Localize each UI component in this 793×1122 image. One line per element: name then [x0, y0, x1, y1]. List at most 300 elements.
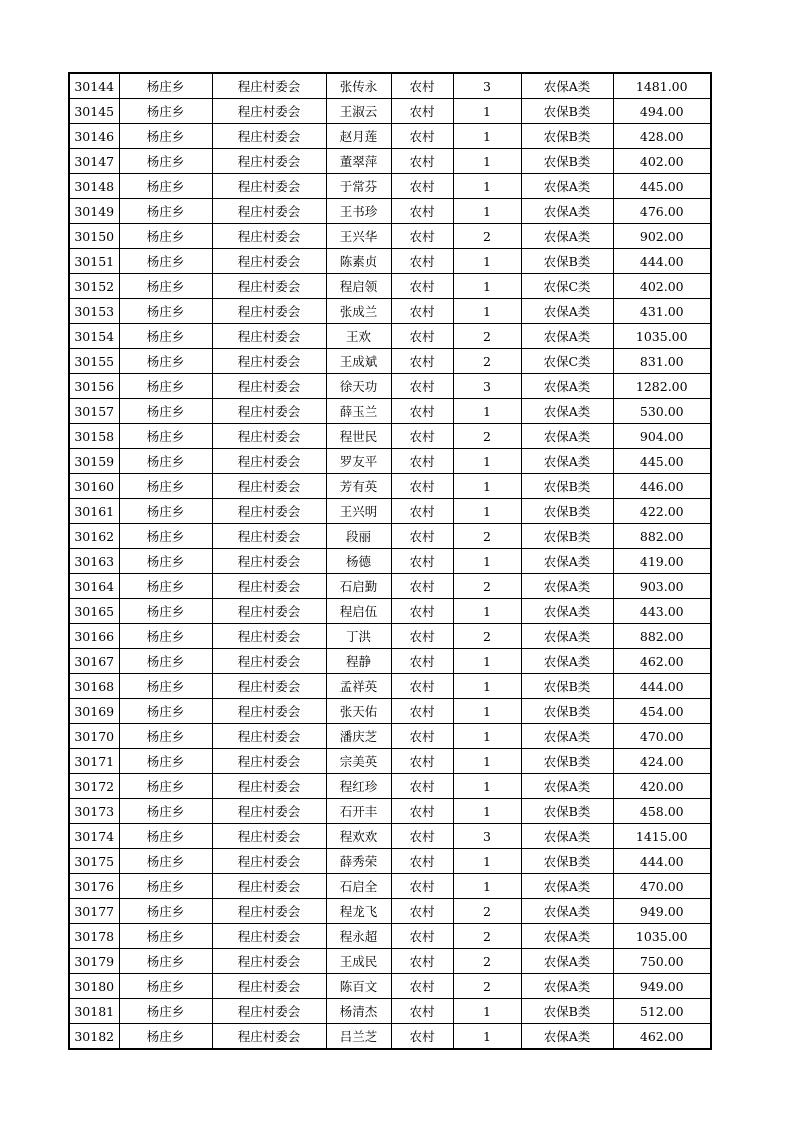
count-cell: 1	[453, 399, 521, 424]
amount-cell: 476.00	[613, 199, 711, 224]
table-row	[69, 349, 711, 374]
id-cell: 30179	[69, 949, 119, 974]
name-cell: 程龙飞	[326, 899, 391, 924]
id-cell: 30149	[69, 199, 119, 224]
amount-cell: 458.00	[613, 799, 711, 824]
village-cell: 程庄村委会	[212, 999, 326, 1024]
name-cell: 罗友平	[326, 449, 391, 474]
name-cell: 张天佑	[326, 699, 391, 724]
township-cell: 杨庄乡	[119, 949, 212, 974]
data-table	[68, 72, 712, 1050]
table-row	[69, 174, 711, 199]
township-cell: 杨庄乡	[119, 399, 212, 424]
area-type-cell: 农村	[391, 999, 453, 1024]
category-cell: 农保A类	[521, 824, 613, 849]
area-type-cell: 农村	[391, 349, 453, 374]
township-cell: 杨庄乡	[119, 149, 212, 174]
id-cell: 30178	[69, 924, 119, 949]
amount-cell: 402.00	[613, 149, 711, 174]
category-cell: 农保A类	[521, 449, 613, 474]
township-cell: 杨庄乡	[119, 174, 212, 199]
village-cell: 程庄村委会	[212, 474, 326, 499]
table-row	[69, 324, 711, 349]
count-cell: 1	[453, 1024, 521, 1050]
id-cell: 30159	[69, 449, 119, 474]
township-cell: 杨庄乡	[119, 549, 212, 574]
area-type-cell: 农村	[391, 899, 453, 924]
count-cell: 1	[453, 199, 521, 224]
amount-cell: 470.00	[613, 724, 711, 749]
id-cell: 30161	[69, 499, 119, 524]
table-row	[69, 549, 711, 574]
township-cell: 杨庄乡	[119, 1024, 212, 1050]
village-cell: 程庄村委会	[212, 524, 326, 549]
village-cell: 程庄村委会	[212, 299, 326, 324]
table-row	[69, 749, 711, 774]
village-cell: 程庄村委会	[212, 374, 326, 399]
area-type-cell: 农村	[391, 324, 453, 349]
id-cell: 30153	[69, 299, 119, 324]
category-cell: 农保C类	[521, 349, 613, 374]
id-cell: 30157	[69, 399, 119, 424]
id-cell: 30181	[69, 999, 119, 1024]
table-row	[69, 599, 711, 624]
category-cell: 农保B类	[521, 999, 613, 1024]
area-type-cell: 农村	[391, 974, 453, 999]
name-cell: 陈百文	[326, 974, 391, 999]
village-cell: 程庄村委会	[212, 774, 326, 799]
table-row	[69, 724, 711, 749]
township-cell: 杨庄乡	[119, 774, 212, 799]
category-cell: 农保B类	[521, 674, 613, 699]
village-cell: 程庄村委会	[212, 899, 326, 924]
village-cell: 程庄村委会	[212, 1024, 326, 1050]
name-cell: 程静	[326, 649, 391, 674]
name-cell: 王成斌	[326, 349, 391, 374]
id-cell: 30144	[69, 73, 119, 99]
id-cell: 30171	[69, 749, 119, 774]
category-cell: 农保A类	[521, 724, 613, 749]
amount-cell: 1035.00	[613, 324, 711, 349]
count-cell: 1	[453, 449, 521, 474]
count-cell: 1	[453, 999, 521, 1024]
village-cell: 程庄村委会	[212, 599, 326, 624]
id-cell: 30174	[69, 824, 119, 849]
table-row	[69, 674, 711, 699]
category-cell: 农保A类	[521, 574, 613, 599]
area-type-cell: 农村	[391, 599, 453, 624]
count-cell: 1	[453, 299, 521, 324]
table-row	[69, 399, 711, 424]
count-cell: 1	[453, 724, 521, 749]
category-cell: 农保A类	[521, 399, 613, 424]
count-cell: 2	[453, 924, 521, 949]
category-cell: 农保B类	[521, 799, 613, 824]
count-cell: 1	[453, 249, 521, 274]
table-row	[69, 949, 711, 974]
area-type-cell: 农村	[391, 824, 453, 849]
township-cell: 杨庄乡	[119, 924, 212, 949]
count-cell: 3	[453, 374, 521, 399]
table-row	[69, 274, 711, 299]
category-cell: 农保A类	[521, 299, 613, 324]
township-cell: 杨庄乡	[119, 899, 212, 924]
id-cell: 30166	[69, 624, 119, 649]
name-cell: 石启勤	[326, 574, 391, 599]
category-cell: 农保A类	[521, 774, 613, 799]
table-row	[69, 149, 711, 174]
table-row	[69, 124, 711, 149]
table-row	[69, 1024, 711, 1050]
township-cell: 杨庄乡	[119, 424, 212, 449]
area-type-cell: 农村	[391, 149, 453, 174]
table-row	[69, 199, 711, 224]
area-type-cell: 农村	[391, 624, 453, 649]
township-cell: 杨庄乡	[119, 124, 212, 149]
township-cell: 杨庄乡	[119, 374, 212, 399]
township-cell: 杨庄乡	[119, 73, 212, 99]
village-cell: 程庄村委会	[212, 549, 326, 574]
amount-cell: 882.00	[613, 524, 711, 549]
id-cell: 30148	[69, 174, 119, 199]
name-cell: 芳有英	[326, 474, 391, 499]
township-cell: 杨庄乡	[119, 449, 212, 474]
id-cell: 30152	[69, 274, 119, 299]
name-cell: 段丽	[326, 524, 391, 549]
village-cell: 程庄村委会	[212, 699, 326, 724]
amount-cell: 750.00	[613, 949, 711, 974]
category-cell: 农保A类	[521, 599, 613, 624]
area-type-cell: 农村	[391, 524, 453, 549]
amount-cell: 446.00	[613, 474, 711, 499]
name-cell: 张传永	[326, 73, 391, 99]
table-row	[69, 774, 711, 799]
count-cell: 2	[453, 624, 521, 649]
category-cell: 农保A类	[521, 649, 613, 674]
name-cell: 徐天功	[326, 374, 391, 399]
count-cell: 1	[453, 124, 521, 149]
area-type-cell: 农村	[391, 799, 453, 824]
village-cell: 程庄村委会	[212, 949, 326, 974]
name-cell: 于常芬	[326, 174, 391, 199]
name-cell: 丁洪	[326, 624, 391, 649]
amount-cell: 831.00	[613, 349, 711, 374]
category-cell: 农保B类	[521, 524, 613, 549]
id-cell: 30156	[69, 374, 119, 399]
village-cell: 程庄村委会	[212, 849, 326, 874]
village-cell: 程庄村委会	[212, 224, 326, 249]
count-cell: 1	[453, 649, 521, 674]
id-cell: 30146	[69, 124, 119, 149]
amount-cell: 431.00	[613, 299, 711, 324]
id-cell: 30176	[69, 874, 119, 899]
id-cell: 30180	[69, 974, 119, 999]
township-cell: 杨庄乡	[119, 524, 212, 549]
amount-cell: 470.00	[613, 874, 711, 899]
area-type-cell: 农村	[391, 274, 453, 299]
area-type-cell: 农村	[391, 774, 453, 799]
township-cell: 杨庄乡	[119, 824, 212, 849]
amount-cell: 882.00	[613, 624, 711, 649]
township-cell: 杨庄乡	[119, 349, 212, 374]
id-cell: 30173	[69, 799, 119, 824]
amount-cell: 462.00	[613, 649, 711, 674]
township-cell: 杨庄乡	[119, 574, 212, 599]
count-cell: 2	[453, 349, 521, 374]
count-cell: 1	[453, 274, 521, 299]
amount-cell: 462.00	[613, 1024, 711, 1050]
amount-cell: 424.00	[613, 749, 711, 774]
amount-cell: 949.00	[613, 899, 711, 924]
name-cell: 程欢欢	[326, 824, 391, 849]
count-cell: 1	[453, 799, 521, 824]
table-row	[69, 99, 711, 124]
count-cell: 2	[453, 424, 521, 449]
township-cell: 杨庄乡	[119, 799, 212, 824]
village-cell: 程庄村委会	[212, 799, 326, 824]
category-cell: 农保A类	[521, 374, 613, 399]
id-cell: 30154	[69, 324, 119, 349]
amount-cell: 949.00	[613, 974, 711, 999]
category-cell: 农保A类	[521, 424, 613, 449]
count-cell: 2	[453, 324, 521, 349]
table-row	[69, 224, 711, 249]
count-cell: 2	[453, 224, 521, 249]
count-cell: 1	[453, 499, 521, 524]
area-type-cell: 农村	[391, 499, 453, 524]
count-cell: 2	[453, 899, 521, 924]
category-cell: 农保A类	[521, 199, 613, 224]
amount-cell: 444.00	[613, 674, 711, 699]
village-cell: 程庄村委会	[212, 724, 326, 749]
count-cell: 2	[453, 974, 521, 999]
name-cell: 王成民	[326, 949, 391, 974]
count-cell: 1	[453, 549, 521, 574]
township-cell: 杨庄乡	[119, 874, 212, 899]
amount-cell: 445.00	[613, 174, 711, 199]
area-type-cell: 农村	[391, 299, 453, 324]
village-cell: 程庄村委会	[212, 499, 326, 524]
township-cell: 杨庄乡	[119, 299, 212, 324]
id-cell: 30162	[69, 524, 119, 549]
area-type-cell: 农村	[391, 674, 453, 699]
village-cell: 程庄村委会	[212, 649, 326, 674]
area-type-cell: 农村	[391, 199, 453, 224]
id-cell: 30177	[69, 899, 119, 924]
table-row	[69, 974, 711, 999]
village-cell: 程庄村委会	[212, 749, 326, 774]
table-row	[69, 649, 711, 674]
village-cell: 程庄村委会	[212, 924, 326, 949]
category-cell: 农保A类	[521, 73, 613, 99]
amount-cell: 902.00	[613, 224, 711, 249]
amount-cell: 904.00	[613, 424, 711, 449]
id-cell: 30182	[69, 1024, 119, 1050]
village-cell: 程庄村委会	[212, 274, 326, 299]
table-row	[69, 299, 711, 324]
category-cell: 农保B类	[521, 249, 613, 274]
township-cell: 杨庄乡	[119, 849, 212, 874]
category-cell: 农保A类	[521, 949, 613, 974]
area-type-cell: 农村	[391, 874, 453, 899]
table-row	[69, 699, 711, 724]
count-cell: 1	[453, 699, 521, 724]
category-cell: 农保B类	[521, 749, 613, 774]
id-cell: 30164	[69, 574, 119, 599]
table-row	[69, 374, 711, 399]
village-cell: 程庄村委会	[212, 174, 326, 199]
count-cell: 1	[453, 149, 521, 174]
amount-cell: 454.00	[613, 699, 711, 724]
area-type-cell: 农村	[391, 249, 453, 274]
table-body	[69, 73, 711, 1049]
area-type-cell: 农村	[391, 574, 453, 599]
area-type-cell: 农村	[391, 849, 453, 874]
amount-cell: 1481.00	[613, 73, 711, 99]
id-cell: 30158	[69, 424, 119, 449]
township-cell: 杨庄乡	[119, 599, 212, 624]
category-cell: 农保A类	[521, 924, 613, 949]
category-cell: 农保B类	[521, 124, 613, 149]
township-cell: 杨庄乡	[119, 699, 212, 724]
township-cell: 杨庄乡	[119, 274, 212, 299]
id-cell: 30151	[69, 249, 119, 274]
name-cell: 石启全	[326, 874, 391, 899]
name-cell: 杨清杰	[326, 999, 391, 1024]
id-cell: 30165	[69, 599, 119, 624]
village-cell: 程庄村委会	[212, 249, 326, 274]
amount-cell: 422.00	[613, 499, 711, 524]
category-cell: 农保A类	[521, 899, 613, 924]
count-cell: 1	[453, 174, 521, 199]
village-cell: 程庄村委会	[212, 399, 326, 424]
table-row	[69, 574, 711, 599]
name-cell: 王兴明	[326, 499, 391, 524]
area-type-cell: 农村	[391, 399, 453, 424]
table-row	[69, 799, 711, 824]
village-cell: 程庄村委会	[212, 449, 326, 474]
name-cell: 程启领	[326, 274, 391, 299]
id-cell: 30168	[69, 674, 119, 699]
id-cell: 30170	[69, 724, 119, 749]
name-cell: 潘庆芝	[326, 724, 391, 749]
category-cell: 农保A类	[521, 324, 613, 349]
count-cell: 1	[453, 774, 521, 799]
amount-cell: 445.00	[613, 449, 711, 474]
area-type-cell: 农村	[391, 374, 453, 399]
table-row	[69, 249, 711, 274]
category-cell: 农保A类	[521, 174, 613, 199]
township-cell: 杨庄乡	[119, 499, 212, 524]
village-cell: 程庄村委会	[212, 974, 326, 999]
count-cell: 2	[453, 574, 521, 599]
name-cell: 吕兰芝	[326, 1024, 391, 1050]
amount-cell: 428.00	[613, 124, 711, 149]
area-type-cell: 农村	[391, 1024, 453, 1050]
count-cell: 2	[453, 949, 521, 974]
township-cell: 杨庄乡	[119, 99, 212, 124]
village-cell: 程庄村委会	[212, 149, 326, 174]
township-cell: 杨庄乡	[119, 724, 212, 749]
amount-cell: 402.00	[613, 274, 711, 299]
id-cell: 30145	[69, 99, 119, 124]
amount-cell: 903.00	[613, 574, 711, 599]
area-type-cell: 农村	[391, 749, 453, 774]
area-type-cell: 农村	[391, 224, 453, 249]
count-cell: 2	[453, 524, 521, 549]
category-cell: 农保A类	[521, 974, 613, 999]
category-cell: 农保A类	[521, 549, 613, 574]
category-cell: 农保B类	[521, 149, 613, 174]
category-cell: 农保B类	[521, 474, 613, 499]
township-cell: 杨庄乡	[119, 674, 212, 699]
village-cell: 程庄村委会	[212, 99, 326, 124]
category-cell: 农保B类	[521, 499, 613, 524]
table-row	[69, 474, 711, 499]
area-type-cell: 农村	[391, 474, 453, 499]
name-cell: 王欢	[326, 324, 391, 349]
area-type-cell: 农村	[391, 449, 453, 474]
table-row	[69, 73, 711, 99]
name-cell: 王兴华	[326, 224, 391, 249]
category-cell: 农保A类	[521, 224, 613, 249]
category-cell: 农保B类	[521, 699, 613, 724]
name-cell: 程启伍	[326, 599, 391, 624]
id-cell: 30150	[69, 224, 119, 249]
amount-cell: 1282.00	[613, 374, 711, 399]
area-type-cell: 农村	[391, 174, 453, 199]
count-cell: 3	[453, 73, 521, 99]
id-cell: 30147	[69, 149, 119, 174]
name-cell: 石开丰	[326, 799, 391, 824]
table-row	[69, 524, 711, 549]
township-cell: 杨庄乡	[119, 474, 212, 499]
count-cell: 1	[453, 599, 521, 624]
area-type-cell: 农村	[391, 99, 453, 124]
township-cell: 杨庄乡	[119, 324, 212, 349]
count-cell: 1	[453, 874, 521, 899]
name-cell: 程永超	[326, 924, 391, 949]
table-row	[69, 874, 711, 899]
township-cell: 杨庄乡	[119, 749, 212, 774]
id-cell: 30163	[69, 549, 119, 574]
count-cell: 3	[453, 824, 521, 849]
township-cell: 杨庄乡	[119, 199, 212, 224]
village-cell: 程庄村委会	[212, 624, 326, 649]
name-cell: 程世民	[326, 424, 391, 449]
township-cell: 杨庄乡	[119, 624, 212, 649]
name-cell: 程红珍	[326, 774, 391, 799]
table-row	[69, 424, 711, 449]
count-cell: 1	[453, 849, 521, 874]
area-type-cell: 农村	[391, 949, 453, 974]
category-cell: 农保C类	[521, 274, 613, 299]
area-type-cell: 农村	[391, 649, 453, 674]
amount-cell: 419.00	[613, 549, 711, 574]
village-cell: 程庄村委会	[212, 874, 326, 899]
amount-cell: 512.00	[613, 999, 711, 1024]
area-type-cell: 农村	[391, 699, 453, 724]
area-type-cell: 农村	[391, 124, 453, 149]
amount-cell: 530.00	[613, 399, 711, 424]
id-cell: 30160	[69, 474, 119, 499]
amount-cell: 444.00	[613, 849, 711, 874]
township-cell: 杨庄乡	[119, 974, 212, 999]
table-row	[69, 924, 711, 949]
name-cell: 赵月莲	[326, 124, 391, 149]
amount-cell: 1035.00	[613, 924, 711, 949]
village-cell: 程庄村委会	[212, 124, 326, 149]
